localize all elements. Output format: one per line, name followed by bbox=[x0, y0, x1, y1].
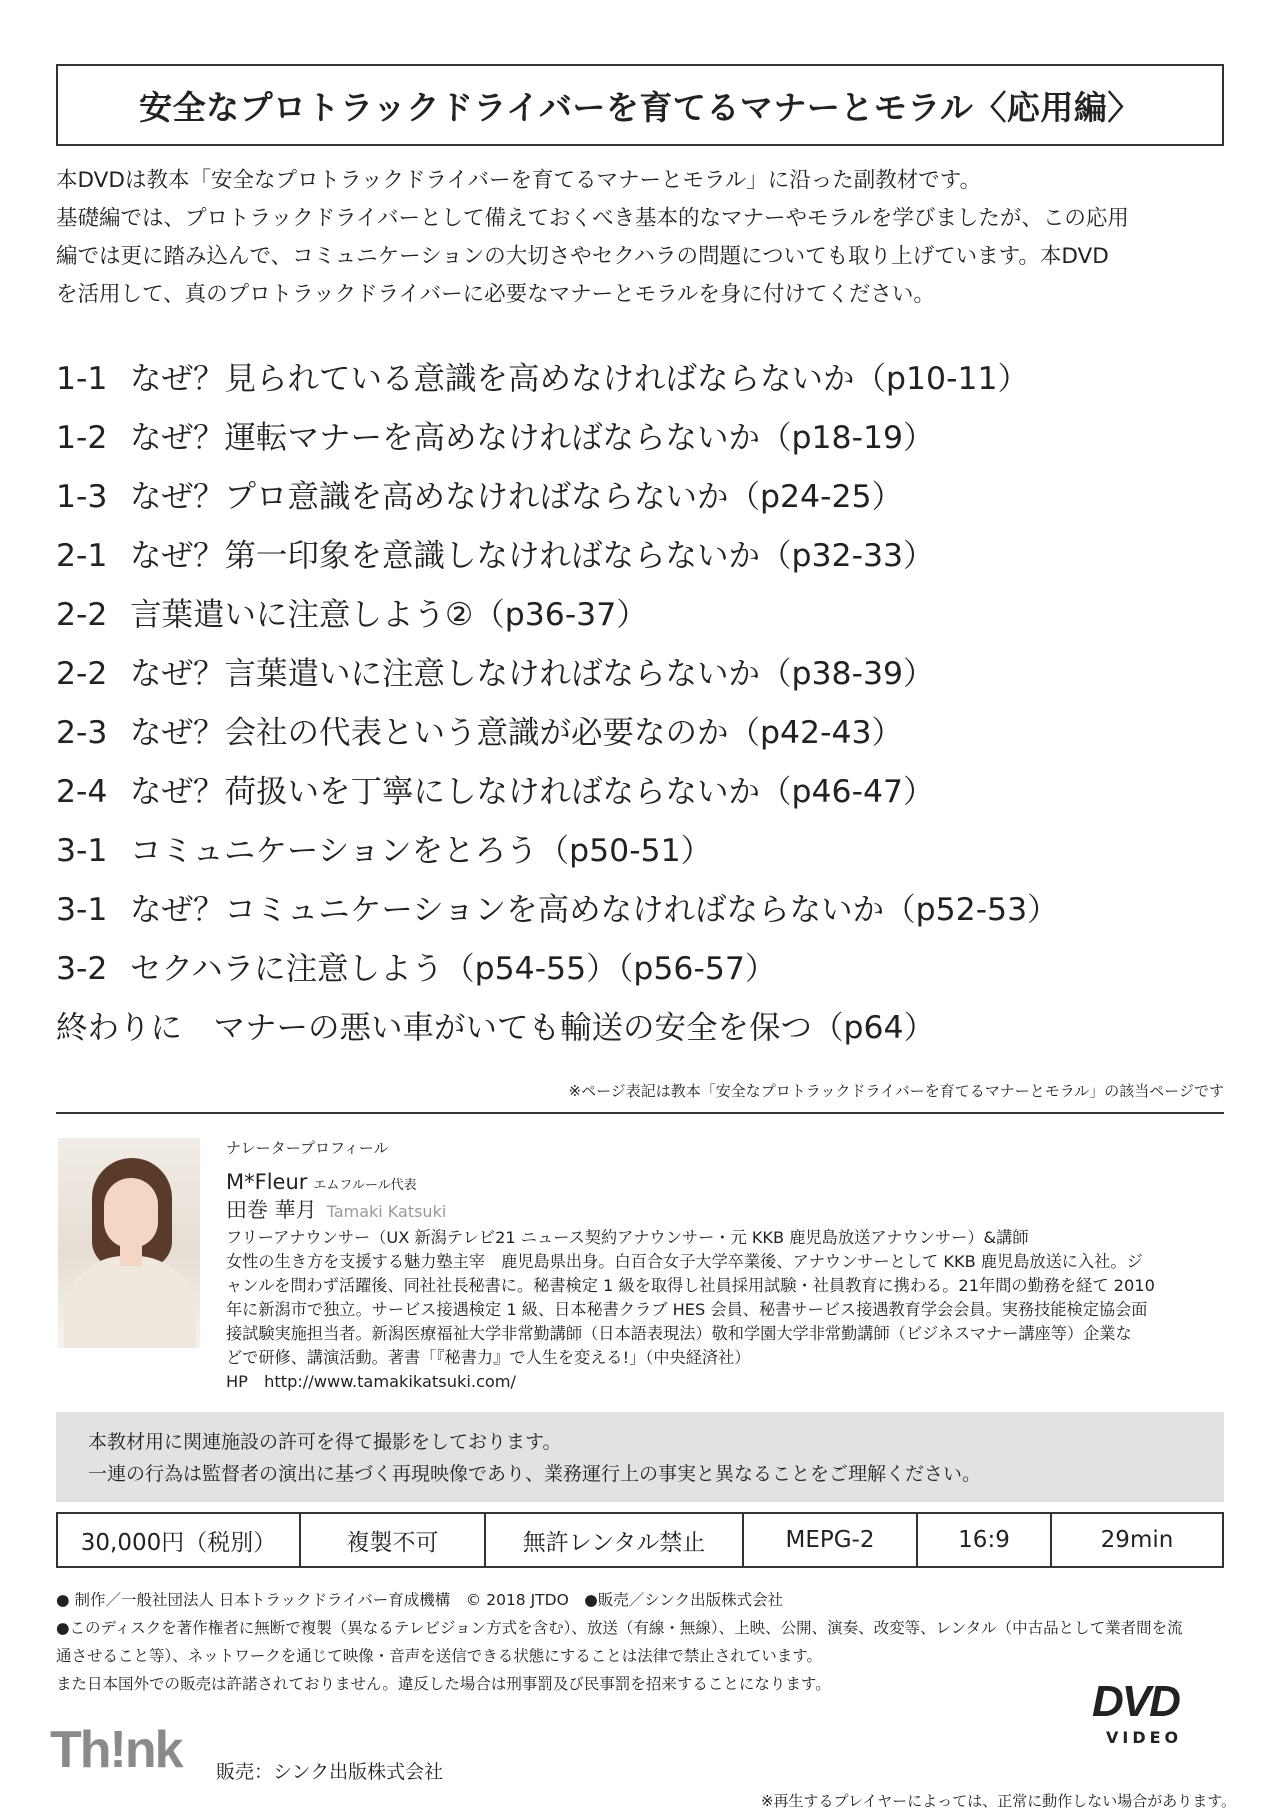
chapter-item bbox=[56, 527, 1226, 586]
document-title: 安全なプロトラックドライバーを育てるマナーとモラル〈応用編〉 bbox=[56, 64, 1224, 146]
chapter-number: 3-2 bbox=[56, 951, 108, 987]
spec-table bbox=[56, 1512, 1224, 1568]
spec-aspect: 16:9 bbox=[918, 1514, 1052, 1566]
chapter-title: なぜ？会社の代表という意識が必要なのか（p42-43） bbox=[130, 715, 904, 751]
footer-line: また日本国外での販売は許諾されておりません。違反した場合は刑事罰及び民事罰を招来することになります。 bbox=[56, 1675, 831, 1693]
chapter-item bbox=[56, 645, 1226, 704]
chapter-number: 1-1 bbox=[56, 361, 108, 397]
chapter-title: なぜ？第一印象を意識しなければならないか（p32-33） bbox=[130, 538, 935, 574]
divider bbox=[56, 1112, 1224, 1114]
bio-line: 接試験実施担当者。新潟医療福祉大学非常勤講師（日本語表現法）敬和学園大学非常勤講師（ビジネスマナー講座等）企業な bbox=[226, 1324, 1132, 1343]
chapter-number: 3-1 bbox=[56, 833, 108, 869]
dvd-logo-text: DVD bbox=[1092, 1677, 1179, 1726]
chapter-item bbox=[56, 704, 1226, 763]
organization-subtitle: エムフルール代表 bbox=[313, 1178, 417, 1193]
narrator-name-romaji: Tamaki Katsuki bbox=[326, 1202, 447, 1221]
chapter-item bbox=[56, 468, 1226, 527]
page-reference-note: ※ページ表記は教本「安全なプロトラックドライバーを育てるマナーとモラル」の該当ページです bbox=[568, 1082, 1224, 1100]
publisher-label: 販売：シンク出版株式会社 bbox=[216, 1761, 444, 1783]
chapter-item bbox=[56, 586, 1226, 645]
chapter-title: コミュニケーションをとろう（p50-51） bbox=[130, 833, 713, 869]
chapter-item bbox=[56, 822, 1226, 881]
chapter-title: なぜ？見られている意識を高めなければならないか（p10-11） bbox=[130, 361, 1030, 397]
legal-footer bbox=[56, 1586, 1226, 1698]
chapter-title: 言葉遣いに注意しよう②（p36-37） bbox=[130, 597, 648, 633]
chapter-title: セクハラに注意しよう（p54-55）（p56-57） bbox=[130, 951, 777, 987]
narrator-name-kanji: 田巻 華月 bbox=[226, 1198, 317, 1222]
footer-line: ● 制作／一般社団法人 日本トラックドライバー育成機構 © 2018 JTDO ●販売／シンク出版株式会社 bbox=[56, 1591, 784, 1609]
chapter-number: 2-4 bbox=[56, 774, 108, 810]
spec-format: MEPG-2 bbox=[744, 1514, 918, 1566]
chapter-number: 2-2 bbox=[56, 597, 108, 633]
intro-line: 編では更に踏み込んで、コミュニケーションの大切さやセクハラの問題についても取り上げています。本DVD bbox=[56, 244, 1109, 269]
narrator-organization bbox=[226, 1170, 1226, 1198]
chapter-title: なぜ？言葉遣いに注意しなければならないか（p38-39） bbox=[130, 656, 935, 692]
video-logo-text: VIDEO bbox=[1106, 1728, 1183, 1747]
homepage-url[interactable]: HP http://www.tamakikatsuki.com/ bbox=[226, 1372, 517, 1391]
spec-price: 30,000円（税別） bbox=[58, 1514, 301, 1566]
bio-line: 女性の生き方を支援する魅力塾主宰 鹿児島県出身。白百合女子大学卒業後、アナウンサーとして KKB 鹿児島放送に入社。ジ bbox=[226, 1252, 1143, 1271]
spec-duration: 29min bbox=[1100, 1527, 1174, 1553]
chapter-title: なぜ？荷扱いを丁寧にしなければならないか（p46-47） bbox=[130, 774, 935, 810]
chapter-item bbox=[56, 881, 1226, 940]
chapter-title: なぜ？プロ意識を高めなければならないか（p24-25） bbox=[130, 479, 904, 515]
chapter-list bbox=[56, 350, 1226, 1058]
chapter-number: 3-1 bbox=[56, 892, 108, 928]
think-logo: Th!nk bbox=[50, 1721, 182, 1779]
narrator-profile bbox=[226, 1136, 1226, 1394]
spec-rental: 無許レンタル禁止 bbox=[486, 1514, 744, 1566]
chapter-item bbox=[56, 999, 1226, 1058]
dvd-video-logo bbox=[1092, 1677, 1232, 1772]
bio-line: ャンルを問わず活躍後、同社社長秘書に。秘書検定 1 級を取得し社員採用試験・社員教育に携わる。21年間の勤務を経て 2010 bbox=[226, 1276, 1155, 1295]
notice-line: 一連の行為は監督者の演出に基づく再現映像であり、業務運行上の事実と異なることをご理解ください。 bbox=[88, 1463, 982, 1485]
chapter-number: 2-3 bbox=[56, 715, 108, 751]
intro-line: 本DVDは教本「安全なプロトラックドライバーを育てるマナーとモラル」に沿った副教材です。 bbox=[56, 168, 982, 193]
bio-line: 年に新潟市で独立。サービス接遇検定 1 級、日本秘書クラブ HES 会員、秘書サービス接遇教育学会会員。実務技能検定協会面 bbox=[226, 1300, 1148, 1319]
spec-copy: 複製不可 bbox=[301, 1514, 486, 1566]
bio-line: フリーアナウンサー（UX 新潟テレビ21 ニュース契約アナウンサー・元 KKB 鹿児島放送アナウンサー）&講師 bbox=[226, 1228, 1029, 1247]
footer-line: ●このディスクを著作権者に無断で複製（異なるテレビジョン方式を含む）、放送（有線・無線）、上映、公開、演奏、改変等、レンタル（中古品として業者間を流 bbox=[56, 1619, 1183, 1637]
intro-paragraph bbox=[56, 162, 1226, 314]
chapter-number: 1-2 bbox=[56, 420, 108, 456]
filming-notice bbox=[56, 1412, 1224, 1502]
chapter-item bbox=[56, 350, 1226, 409]
intro-line: 基礎編では、プロトラックドライバーとして備えておくべき基本的なマナーやモラルを学びましたが、この応用 bbox=[56, 206, 1129, 231]
chapter-item bbox=[56, 940, 1226, 999]
chapter-title: なぜ？コミュニケーションを高めなければならないか（p52-53） bbox=[130, 892, 1059, 928]
narrator-photo bbox=[58, 1138, 200, 1348]
chapter-number: 2-1 bbox=[56, 538, 108, 574]
notice-line: 本教材用に関連施設の許可を得て撮影をしております。 bbox=[88, 1431, 562, 1453]
player-compatibility-note: ※再生するプレイヤーによっては、正常に動作しない場合があります。 bbox=[760, 1792, 1236, 1810]
organization-name: M*Fleur bbox=[226, 1170, 308, 1194]
chapter-number: 2-2 bbox=[56, 656, 108, 692]
chapter-title: 終わりに マナーの悪い車がいても輸送の安全を保つ（p64） bbox=[56, 1010, 936, 1046]
intro-line: を活用して、真のプロトラックドライバーに必要なマナーとモラルを身に付けてください。 bbox=[56, 282, 935, 307]
narrator-bio bbox=[226, 1226, 1226, 1394]
chapter-item bbox=[56, 763, 1226, 822]
narrator-caption: ナレータープロフィール bbox=[226, 1139, 389, 1157]
narrator-name bbox=[226, 1198, 1226, 1224]
bio-line: どで研修、講演活動。著書「『秘書力』で人生を変える!」（中央経済社） bbox=[226, 1348, 751, 1367]
chapter-item bbox=[56, 409, 1226, 468]
chapter-number: 1-3 bbox=[56, 479, 108, 515]
chapter-title: なぜ？運転マナーを高めなければならないか（p18-19） bbox=[130, 420, 935, 456]
footer-line: 通させること等）、ネットワークを通じて映像・音声を送信できる状態にすることは法律で禁止されています。 bbox=[56, 1647, 823, 1665]
